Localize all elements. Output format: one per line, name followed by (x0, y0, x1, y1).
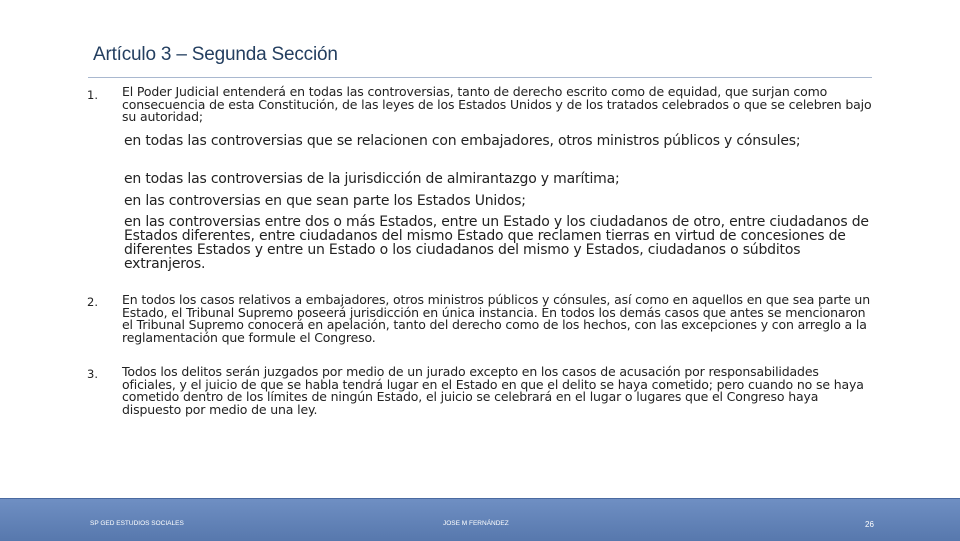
paragraph-1-states: en las controversias entre dos o más Estados, entre un Estado y los ciudadanos de otro, entre ciudadanos de Estados diferentes, entre ciudadanos del mismo Estado que reclamen tierras en virtud de concesiones de diferentes Estados y entre un Estado o los ciudadanos del mismo y Estados, ciudadanos o súbditos extranjeros. (124, 214, 869, 272)
paragraph-1-ambassadors: en todas las controversias que se relacionen con embajadores, otros ministros públicos y cónsules; (124, 133, 801, 149)
page-number: 26 (865, 520, 874, 529)
title-divider (88, 77, 872, 78)
item-number-3: 3. (87, 367, 98, 381)
paragraph-2: En todos los casos relativos a embajadores, otros ministros públicos y cónsules, así como en aquellos en que sea parte un Estado, el Tribunal Supremo poseerá jurisdicción en única instancia. En todos los demás casos que antes se mencionaron el Tribunal Supremo conocerá en apelación, tanto del derecho como de los hechos, con las excepciones y con arreglo a la reglamentación que formule el Congreso. (122, 292, 870, 345)
footer-author: JOSE M FERNÁNDEZ (443, 520, 509, 527)
paragraph-3: Todos los delitos serán juzgados por medio de un jurado excepto en los casos de acusación por responsabilidades oficiales, y el juicio de que se habla tendrá lugar en el Estado en que el delito se haya cometido; pero cuando no se haya cometido dentro de los límites de ningún Estado, el juicio se celebrará en el lugar o lugares que el Congreso haya dispuesto por medio de una ley. (122, 364, 864, 417)
paragraph-1-united-states: en las controversias en que sean parte los Estados Unidos; (124, 193, 526, 209)
footer-bar (0, 498, 960, 541)
item-number-2: 2. (87, 295, 98, 309)
paragraph-1-admiralty: en todas las controversias de la jurisdicción de almirantazgo y marítima; (124, 171, 620, 187)
footer-course: SP GED ESTUDIOS SOCIALES (90, 520, 184, 527)
paragraph-1: El Poder Judicial entenderá en todas las controversias, tanto de derecho escrito como de equidad, que surjan como consecuencia de esta Constitución, de las leyes de los Estados Unidos y de los tratados celebrados o que se celebren bajo su autoridad; (122, 84, 872, 124)
item-number-1: 1. (87, 88, 98, 102)
slide-title: Artículo 3 – Segunda Sección (93, 44, 338, 65)
